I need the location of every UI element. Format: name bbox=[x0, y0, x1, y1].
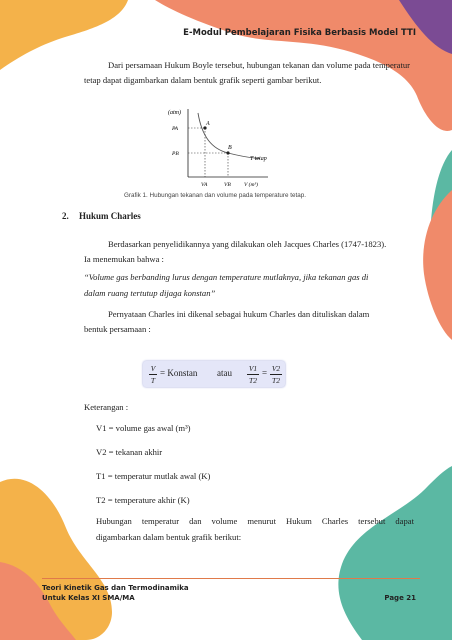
charles-intro-2: Ia menemukan bahwa : bbox=[84, 254, 164, 264]
va-label: VA bbox=[201, 182, 208, 188]
statement-line-1: Pernyataan Charles ini dikenal sebagai hukum Charles dan dituliskan dalam bbox=[108, 309, 370, 319]
keterangan-item: T2 = temperature akhir (K) bbox=[96, 495, 190, 505]
keterangan-item: V1 = volume gas awal (m³) bbox=[96, 423, 191, 433]
formula-atau: atau bbox=[217, 368, 232, 378]
fraction-v1-t1: V1 T2 bbox=[248, 364, 258, 385]
page-number: Page 21 bbox=[384, 594, 416, 602]
boyle-graph bbox=[168, 105, 288, 190]
section-title: Hukum Charles bbox=[79, 211, 141, 221]
section-number: 2. bbox=[62, 211, 69, 221]
quote-line-2: dalam ruang tertutup dijaga konstan” bbox=[84, 288, 216, 298]
footer-line-1: Teori Kinetik Gas dan Termodinamika bbox=[42, 584, 189, 592]
keterangan-item: V2 = tekanan akhir bbox=[96, 447, 163, 457]
formula-konstan: = Konstan bbox=[160, 368, 198, 378]
section-heading bbox=[62, 211, 141, 221]
figure-caption: Grafik 1. Hubungan tekanan dan volume pada temperature tetap. bbox=[124, 192, 307, 199]
keterangan-title: Keterangan : bbox=[84, 402, 129, 412]
footer-line-2: Untuk Kelas XI SMA/MA bbox=[42, 594, 135, 602]
point-a-label: A bbox=[206, 121, 210, 127]
formula-equals: = bbox=[262, 368, 268, 378]
quote-line-1: “Volume gas berbanding lurus dengan temperature mutlaknya, jika tekanan gas di bbox=[84, 272, 369, 282]
curve-label: T tetap bbox=[250, 156, 267, 162]
isotherm-curve bbox=[198, 113, 260, 159]
pa-label: PA bbox=[172, 126, 179, 132]
pb-label: PB bbox=[172, 151, 179, 157]
paragraph-boyle: Dari persamaan Hukum Boyle tersebut, hubungan tekanan dan volume pada temperatur tetap dapat digambarkan dalam bentuk grafik seperti gambar berikut. bbox=[84, 60, 410, 85]
statement-line-2: bentuk persamaan : bbox=[84, 324, 151, 334]
x-unit-label: V (m³) bbox=[244, 182, 258, 188]
keterangan-item: T1 = temperatur mutlak awal (K) bbox=[96, 471, 211, 481]
closing-line-1: Hubungan temperatur dan volume menurut Hukum Charles tersebut dapat bbox=[96, 516, 414, 526]
y-unit-label: (atm) bbox=[168, 110, 181, 116]
decor-blob-bottom-right bbox=[324, 466, 452, 640]
fraction-v-t: V T bbox=[150, 364, 156, 385]
vb-label: VB bbox=[224, 182, 231, 188]
point-b bbox=[226, 151, 229, 154]
charles-intro-1: Berdasarkan penyelidikannya yang dilakukan oleh Jacques Charles (1747-1823). bbox=[108, 239, 387, 249]
fraction-v2-t2: V2 T2 bbox=[271, 364, 281, 385]
footer-divider bbox=[42, 578, 420, 579]
charles-formula bbox=[143, 361, 285, 387]
page-header: E-Modul Pembelajaran Fisika Berbasis Model TTI bbox=[183, 28, 416, 38]
closing-line-2: digambarkan dalam bentuk grafik berikut: bbox=[96, 532, 242, 542]
point-b-label: B bbox=[228, 145, 232, 151]
decor-blob-right-orange bbox=[410, 190, 452, 340]
